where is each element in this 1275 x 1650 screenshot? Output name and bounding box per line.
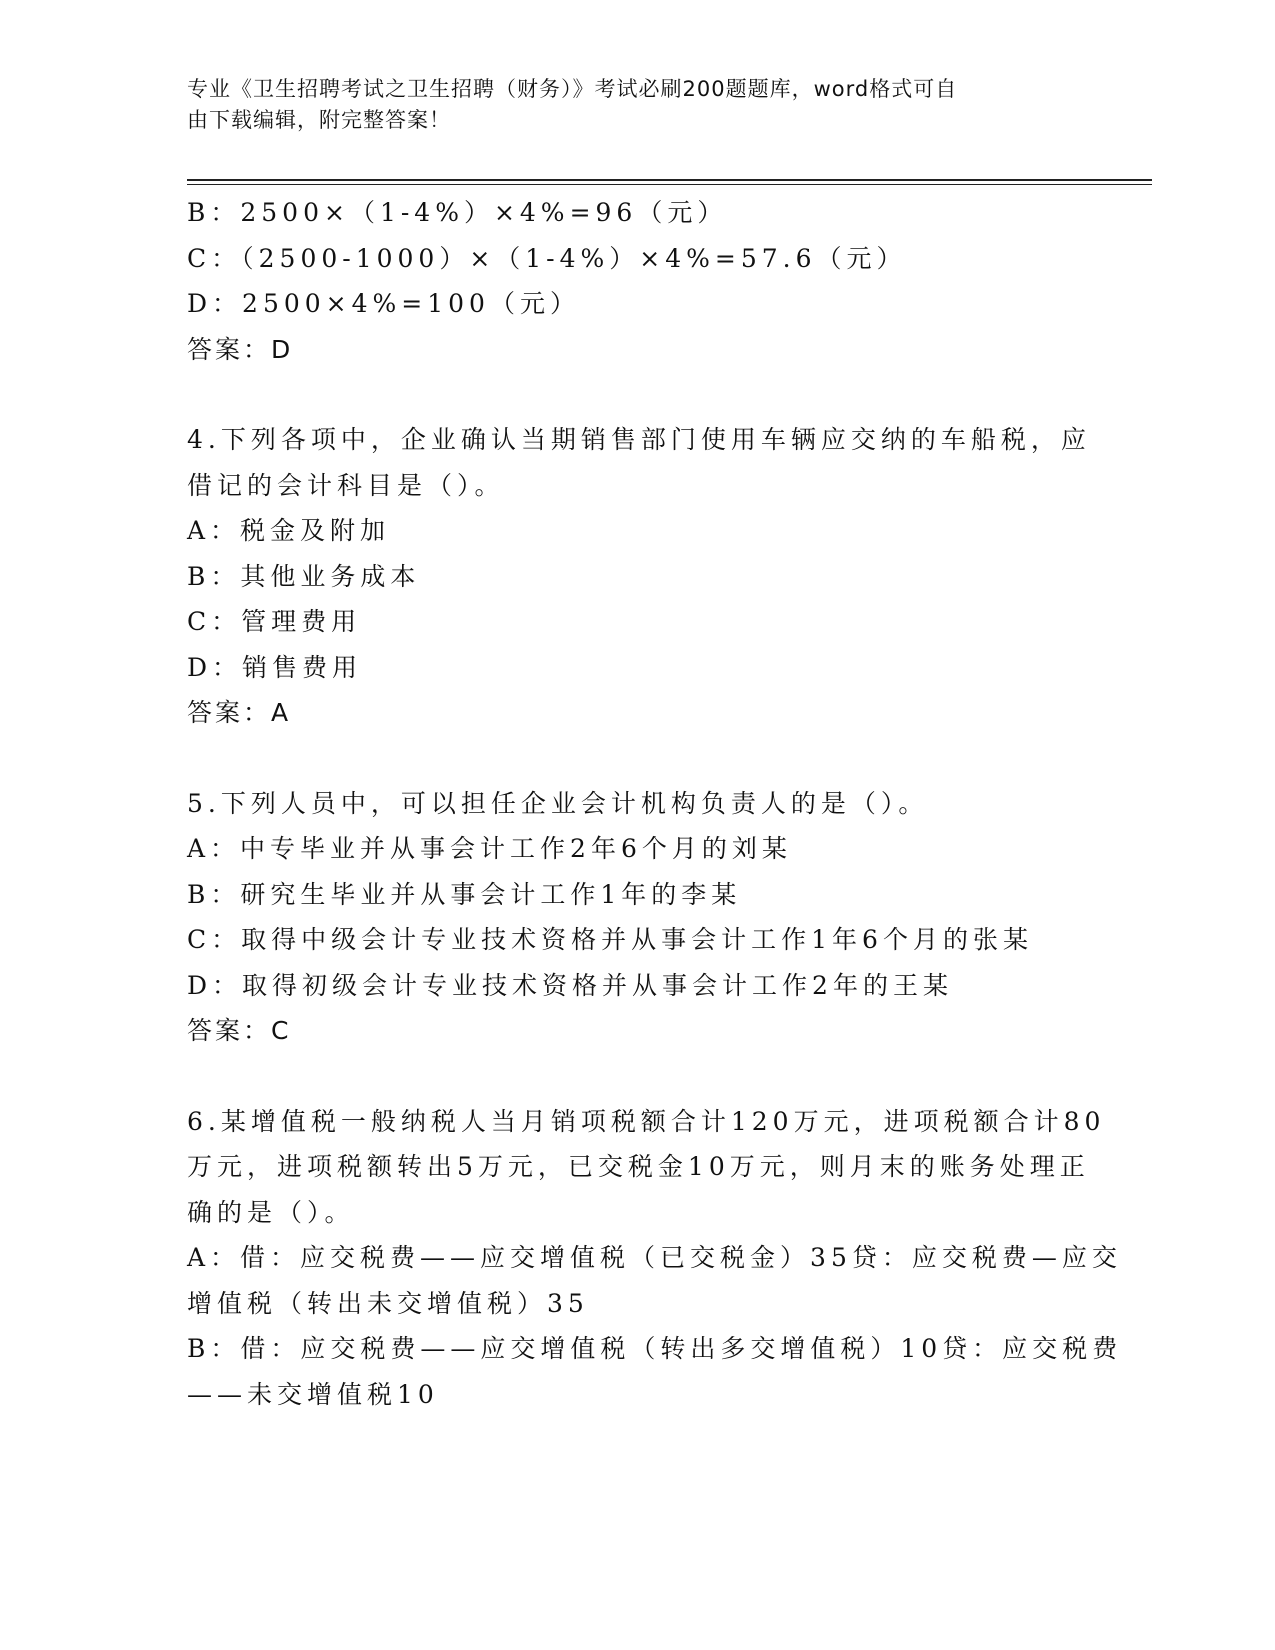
q5-option-a: A：中专毕业并从事会计工作2年6个月的刘某 [187,834,792,863]
q6-stem-line-1: 6.某增值税一般纳税人当月销项税额合计120万元，进项税额合计80 [187,1106,1106,1136]
q3-option-c: C：（2500-1000）×（1-4%）×4%=57.6（元） [187,243,907,273]
q5-stem-line-1: 5.下列人员中，可以担任企业会计机构负责人的是（）。 [187,788,929,818]
q6-stem-line-2: 万元，进项税额转出5万元，已交税金10万元，则月末的账务处理正 [187,1152,1090,1181]
question-spacer [187,372,1087,417]
q3-option-d: D：2500×4%=100（元） [187,289,580,318]
q4-option-c: C：管理费用 [187,607,362,636]
q5-option-b: B：研究生毕业并从事会计工作1年的李某 [187,879,742,909]
q4-stem-line-2: 借记的会计科目是（）。 [187,470,505,500]
q6-option-b-line-2: ——未交增值税10 [187,1379,439,1409]
question-spacer [187,736,1087,781]
q4-answer: 答案：A [187,698,292,727]
q5-option-d: D：取得初级会计专业技术资格并从事会计工作2年的王某 [187,970,953,1000]
q4-option-a: A：税金及附加 [187,516,391,545]
q4-option-b: B：其他业务成本 [187,561,421,591]
q6-option-a-line-1: A：借：应交税费——应交增值税（已交税金）35贷：应交税费—应交 [187,1243,1122,1272]
q3-answer: 答案：D [187,334,294,364]
header-line-1: 专业《卫生招聘考试之卫生招聘（财务）》考试必刷200题题库，word格式可自 [187,77,958,101]
header-divider-thick [187,179,1152,181]
q5-option-c: C：取得中级会计专业技术资格并从事会计工作1年6个月的张某 [187,925,1033,954]
q6-option-a-line-2: 增值税（转出未交增值税）35 [187,1288,589,1318]
question-4 [187,417,1091,736]
q3-option-b: B：2500×（1-4%）×4%=96（元） [187,198,728,227]
q5-answer: 答案：C [187,1016,292,1045]
header-divider-thin [187,184,1152,185]
question-3-tail [187,190,1087,372]
question-6 [187,1099,1123,1418]
document-header [187,74,1087,136]
q4-option-d: D：销售费用 [187,652,363,682]
header-line-2: 由下载编辑，附完整答案！ [187,108,451,132]
q6-option-b-line-1: B：借：应交税费——应交增值税（转出多交增值税）10贷：应交税费 [187,1334,1123,1363]
q6-stem-line-3: 确的是（）。 [187,1197,355,1227]
question-5 [187,781,1087,1054]
q4-stem-line-1: 4.下列各项中，企业确认当期销售部门使用车辆应交纳的车船税，应 [187,425,1091,454]
document-body [187,190,1123,1417]
question-spacer [187,1054,1087,1099]
